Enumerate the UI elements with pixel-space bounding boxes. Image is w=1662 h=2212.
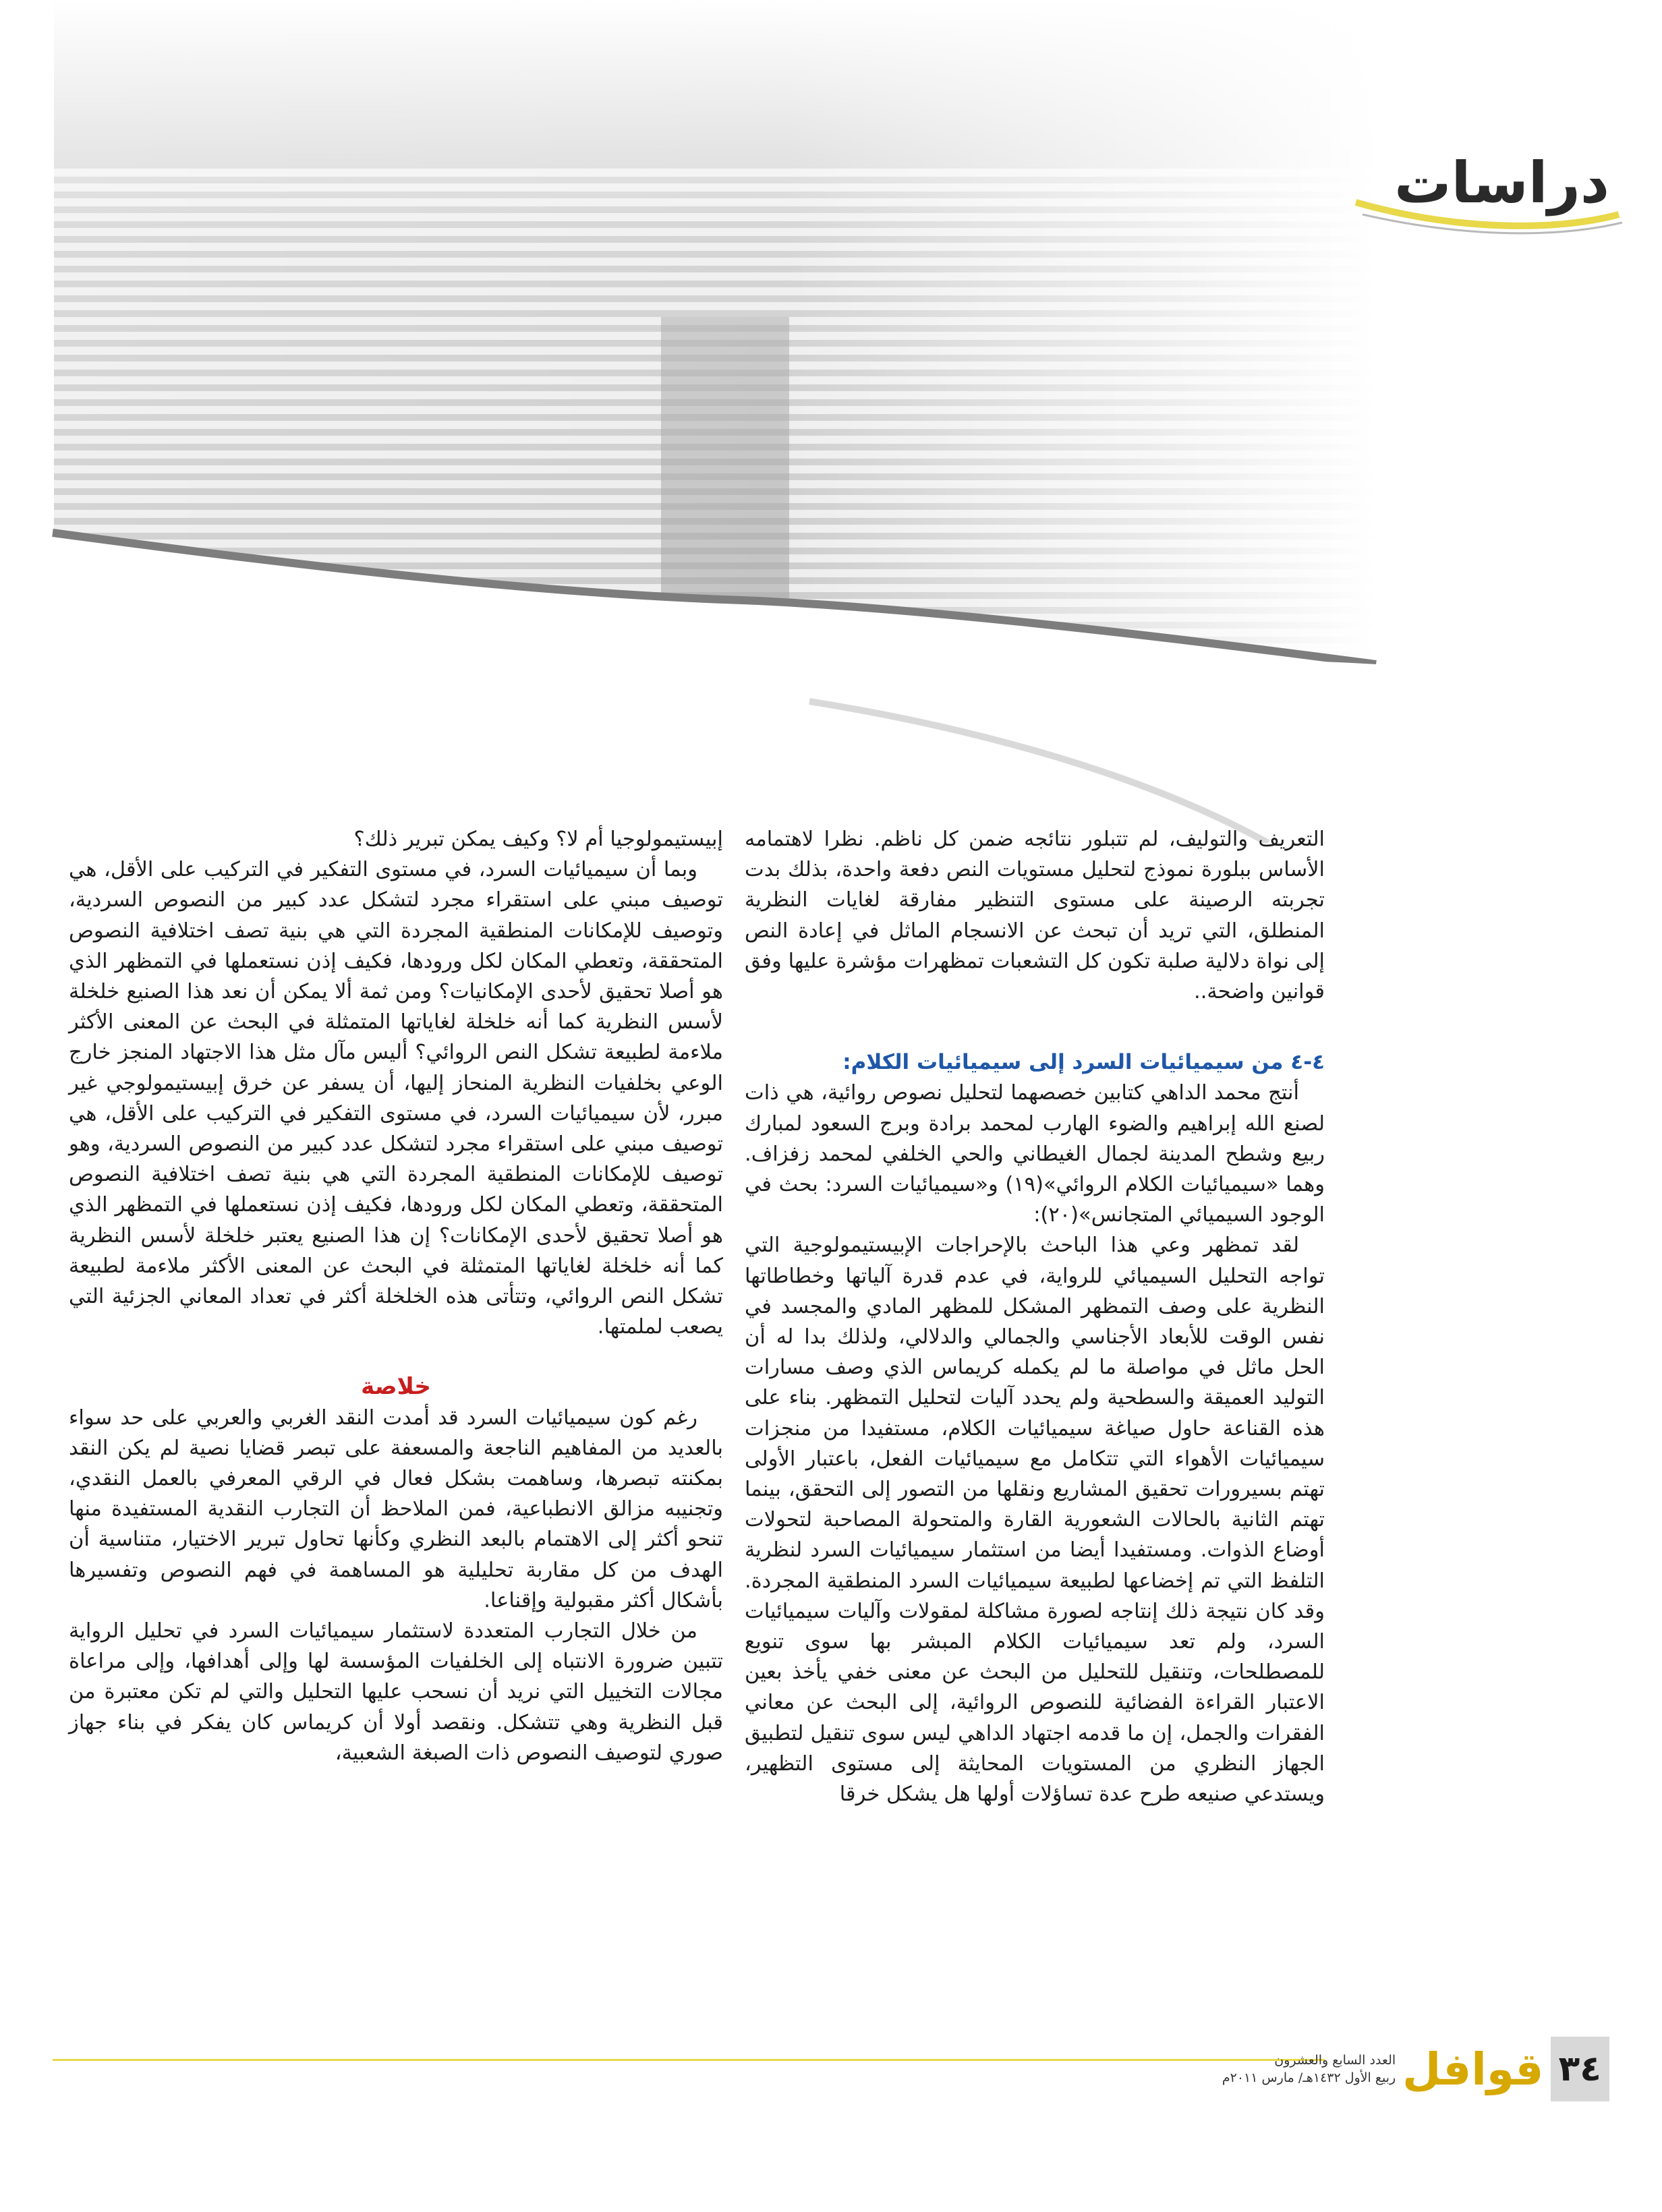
page-number: ٣٤ (1551, 2037, 1609, 2101)
body-paragraph: التعريف والتوليف، لم تتبلور نتائجه ضمن كل ناظم. نظرا لاهتمامه الأساس ببلورة نموذج لتحليل مستويات النص دفعة واحدة، بذلك بدت تجربته الرصينة على مستوى التنظير مفارقة لغايات النظرية المنطلق، التي تريد أن تبحث عن الانسجام الماثل في إعادة النص إلى نواة دلالية صلبة تكون كل التشعبات تمظهرات مؤشرة عليها وفق قوانين واضحة.. (745, 827, 1325, 1004)
body-paragraph: رغم كون سيميائيات السرد قد أمدت النقد الغربي والعربي على حد سواء بالعديد من المفاهيم الناجعة والمسعفة على تبصر قضايا نصية لم يكن النقد بمكنته تبصرها، وساهمت بشكل فعال في الرقي المعرفي بالعمل النقدي، وتجنيبه مزالق الانطباعية، فمن الملاحظ أن التجارب النقدية المستفيدة منها تنحو أكثر إلى الاهتمام بالبعد النظري وكأنها تحاول تبرير الاختيار، متناسية أن الهدف من كل مقاربة تحليلية هو المساهمة في فهم النصوص وتفسيرها بأشكال أكثر مقبولية وإقناعا. (69, 1405, 723, 1612)
conclusion-heading: خلاصة (361, 1373, 431, 1401)
blinds-photo (0, 0, 1662, 843)
body-paragraph: وبما أن سيميائيات السرد، في مستوى التفكير في التركيب على الأقل، هي توصيف مبني على استقراء مجرد لتشكل عدد كبير من النصوص السردية، وتوصيف للإمكانات المنطقية المجردة التي هي بنية تصف اختلافية النصوص المتحققة، وتعطي المكان لكل ورودها، فكيف إذن نستعملها في التمظهر الذي هو أصلا تحقيق لأحدى الإمكانيات؟ ومن ثمة ألا يمكن أن نعد هذا الصنيع خلخلة لأسس النظرية كما أنه خلخلة لغاياتها المتمثلة في البحث عن المعنى الأكثر ملاءمة لطبيعة تشكل النص الروائي؟ أليس مآل مثل هذا الاجتهاد المنجز خارج الوعي بخلفيات النظرية المنحاز إليها، أن يسفر عن خرق إبيستيمولوجي غير مبرر، لأن سيميائيات السرد، في مستوى التفكير في التركيب على الأقل، هي توصيف مبني على استقراء مجرد لتشكل عدد كبير من النصوص السردية، وهو توصيف للإمكانات المنطقية المجردة التي هي بنية تصف اختلافية النصوص المتحققة، وتعطي المكان لكل ورودها، فكيف إذن نستعملها في التمظهر الذي هو أصلا تحقيق لأحدى الإمكانات؟ إن هذا الصنيع يعتبر خلخلة لأسس النظرية كما أنه خلخلة لغاياتها المتمثلة في البحث عن المعنى الأكثر ملاءمة لطبيعة تشكل النص الروائي، وتتأتى هذه الخلخلة أكثر في تعداد المعاني الجزئية التي يصعب لملمتها. (69, 858, 723, 1339)
issue-date: ربيع الأول ١٤٣٢هـ/ مارس ٢٠١١م (1222, 2070, 1396, 2085)
page-footer (1222, 2037, 1609, 2101)
issue-number: العدد السابع والعشرون (1274, 2053, 1396, 2068)
left-column (69, 824, 723, 1768)
section-heading: ٤-٤ من سيميائيات السرد إلى سيميائيات الكلام: (842, 1050, 1325, 1075)
section-title: دراسات (1394, 150, 1609, 216)
body-paragraph: إبيستيمولوجيا أم لا؟ وكيف يمكن تبرير ذلك؟ (353, 827, 723, 851)
right-column (745, 824, 1325, 1809)
blind-slat (54, 643, 1376, 651)
magazine-logo: قوافل (1402, 2043, 1544, 2095)
body-paragraph: أنتج محمد الداهي كتابين خصصهما لتحليل نصوص روائية، هي ذات لصنع الله إبراهيم والضوء الهارب لمحمد برادة وبرج السعود لمبارك ربيع وشطح المدينة لجمال الغيطاني والحي الخلفي لمحمد زفزاف. وهما «سيميائيات الكلام الروائي»(١٩) و«سيميائيات السرد: بحث في الوجود السيميائي المتجانس»(٢٠): (745, 1081, 1325, 1227)
footer-rule (53, 2059, 1325, 2061)
issue-info (1222, 2051, 1396, 2087)
body-paragraph: لقد تمظهر وعي هذا الباحث بالإحراجات الإبيستيمولوجية التي تواجه التحليل السيميائي للرواية، في عدم قدرة آلياتها وخطاطاتها النظرية على وصف التمظهر المشكل للمظهر المادي والمجسد في نفس الوقت للأبعاد الأجناسي والجمالي والدلالي، ولذلك بدا له أن الحل ماثل في مواصلة ما لم يكمله كريماس الذي وصف مسارات التوليد العميقة والسطحية ولم يحدد آليات لتحليل التمظهر. بناء على هذه القناعة حاول صياغة سيميائيات الكلام، مستفيدا من منجزات سيميائيات الأهواء التي تتكامل مع سيميائيات الفعل، باعتبار الأولى تهتم بسيرورات تحقيق المشاريع ونقلها من التصور إلى التحقق، بينما تهتم الثانية بالحالات الشعورية القارة والمتحولة المصاحبة لتحولات أوضاع الذوات. ومستفيدا أيضا من استثمار سيميائيات السرد لنظرية التلفظ التي تم إخضاعها لطبيعة سيميائيات السرد المنطقية المجردة. وقد كان نتيجة ذلك إنتاجه لصورة مشاكلة لمقولات وآليات سيميائيات السرد، ولم تعد سيميائيات الكلام المبشر بها سوى تنويع للمصطلحات، وتنقيل للتحليل من البحث عن معنى خفي يأخذ بعين الاعتبار القراءة الفضائية للنصوص الروائية، إلى البحث عن معاني الفقرات والجمل، إن ما قدمه اجتهاد الداهي ليس سوى تنقيل لتطبيق الجهاز النظري من المستويات المحايثة إلى مستوى التظهير، ويستدعي صنيعه طرح عدة تساؤلات أولها هل يشكل خرقا (745, 1233, 1325, 1807)
header-photo (0, 0, 1662, 843)
body-paragraph: من خلال التجارب المتعددة لاستثمار سيميائيات السرد في تحليل الرواية تتبين ضرورة الانتباه إلى الخلفيات المؤسسة لها وإلى أهدافها، وإلى مراعاة مجالات التخييل التي نريد أن نسحب عليها التحليل والتي لم تكن معتبرة من قبل النظرية وهي تتشكل. ونقصد أولا أن كريماس كان يفكر في بناء جهاز صوري لتوصيف النصوص ذات الصبغة الشعبية، (69, 1619, 723, 1765)
